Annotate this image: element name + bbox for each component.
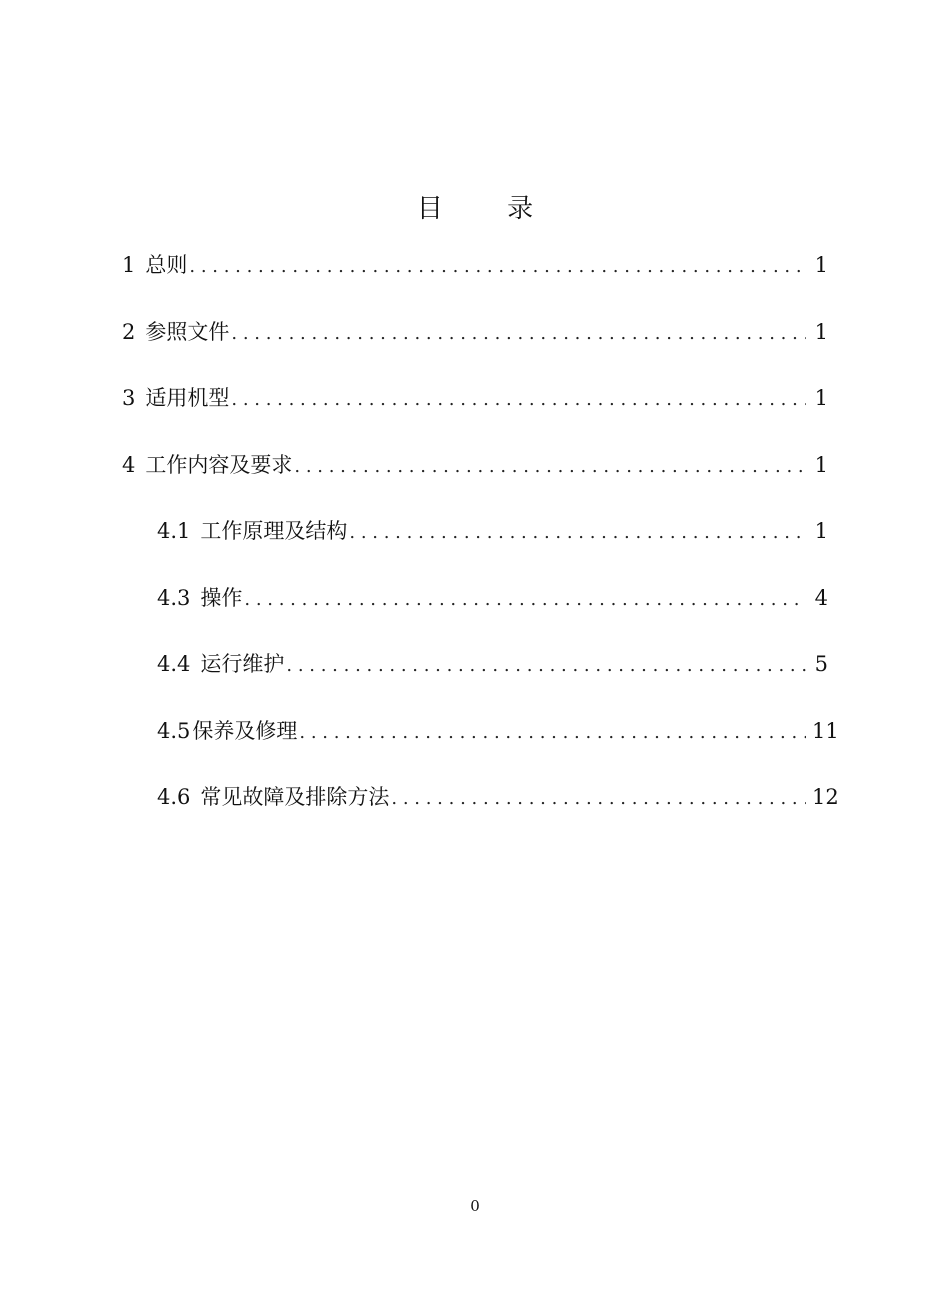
table-of-contents bbox=[122, 250, 839, 849]
toc-entry-title: 常见故障及排除方法 bbox=[200, 785, 390, 809]
toc-entry-title: 保养及修理 bbox=[192, 718, 298, 743]
toc-entry-number: 3 bbox=[122, 386, 136, 410]
toc-entry-4-3[interactable] bbox=[122, 583, 828, 650]
dot-leader bbox=[294, 452, 806, 482]
toc-entry-4-6[interactable] bbox=[122, 782, 839, 849]
page-number: 0 bbox=[470, 1197, 480, 1215]
dot-leader bbox=[349, 518, 806, 548]
dot-leader bbox=[286, 651, 806, 681]
toc-entry-4-1[interactable] bbox=[122, 516, 828, 583]
toc-entry-title: 操作 bbox=[200, 585, 243, 610]
toc-entry-2[interactable] bbox=[122, 317, 828, 384]
toc-entry-title: 工作内容及要求 bbox=[145, 452, 293, 477]
toc-entry-number: 4.4 bbox=[157, 652, 191, 676]
dot-leader bbox=[189, 252, 806, 282]
dot-leader bbox=[231, 385, 806, 415]
toc-entry-title: 工作原理及结构 bbox=[200, 519, 348, 543]
dot-leader bbox=[299, 718, 806, 748]
toc-entry-title: 参照文件 bbox=[145, 319, 230, 344]
toc-entry-number: 2 bbox=[122, 319, 136, 344]
dot-leader bbox=[244, 585, 806, 615]
toc-entry-title: 运行维护 bbox=[200, 652, 285, 676]
toc-entry-number: 4.3 bbox=[157, 585, 191, 610]
toc-entry-page: 1 bbox=[814, 519, 828, 543]
toc-entry-page: 12 bbox=[812, 785, 839, 809]
dot-leader bbox=[231, 319, 806, 349]
toc-entry-page: 1 bbox=[814, 319, 828, 344]
toc-entry-page: 1 bbox=[814, 386, 828, 410]
toc-entry-number: 4.5 bbox=[157, 718, 191, 743]
page-title: 目 录 bbox=[416, 194, 562, 224]
toc-entry-title: 总则 bbox=[145, 253, 188, 277]
toc-entry-4[interactable] bbox=[122, 450, 828, 517]
toc-entry-title: 适用机型 bbox=[145, 386, 230, 410]
toc-entry-4-4[interactable] bbox=[122, 649, 828, 716]
toc-entry-page: 5 bbox=[814, 652, 828, 676]
toc-entry-number: 4 bbox=[122, 452, 136, 477]
toc-entry-page: 1 bbox=[814, 253, 828, 277]
toc-entry-number: 1 bbox=[122, 253, 136, 277]
toc-entry-number: 4.6 bbox=[157, 785, 191, 809]
dot-leader bbox=[391, 784, 806, 814]
toc-entry-1[interactable] bbox=[122, 250, 828, 317]
toc-entry-page: 4 bbox=[814, 585, 828, 610]
toc-entry-page: 1 bbox=[814, 452, 828, 477]
toc-entry-number: 4.1 bbox=[157, 519, 191, 543]
toc-entry-page: 11 bbox=[812, 718, 839, 743]
toc-entry-3[interactable] bbox=[122, 383, 828, 450]
toc-entry-4-5[interactable] bbox=[122, 716, 839, 783]
